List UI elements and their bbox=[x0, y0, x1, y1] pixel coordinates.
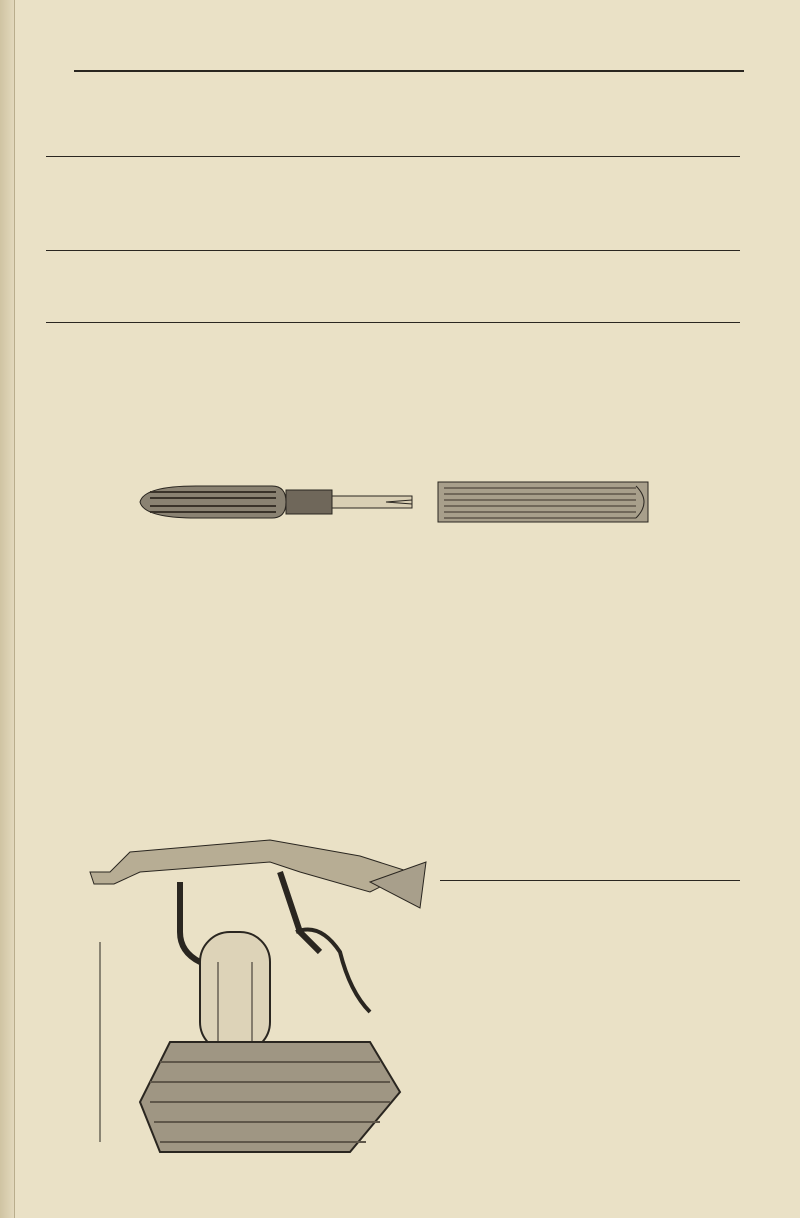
header-rule bbox=[74, 70, 744, 72]
rule bbox=[46, 156, 740, 157]
fig63-illustration bbox=[136, 476, 652, 528]
rule bbox=[46, 250, 740, 251]
rule bbox=[46, 322, 740, 323]
fig64-illustration bbox=[70, 812, 430, 1166]
rule bbox=[440, 880, 740, 881]
book-spine bbox=[0, 0, 15, 1218]
